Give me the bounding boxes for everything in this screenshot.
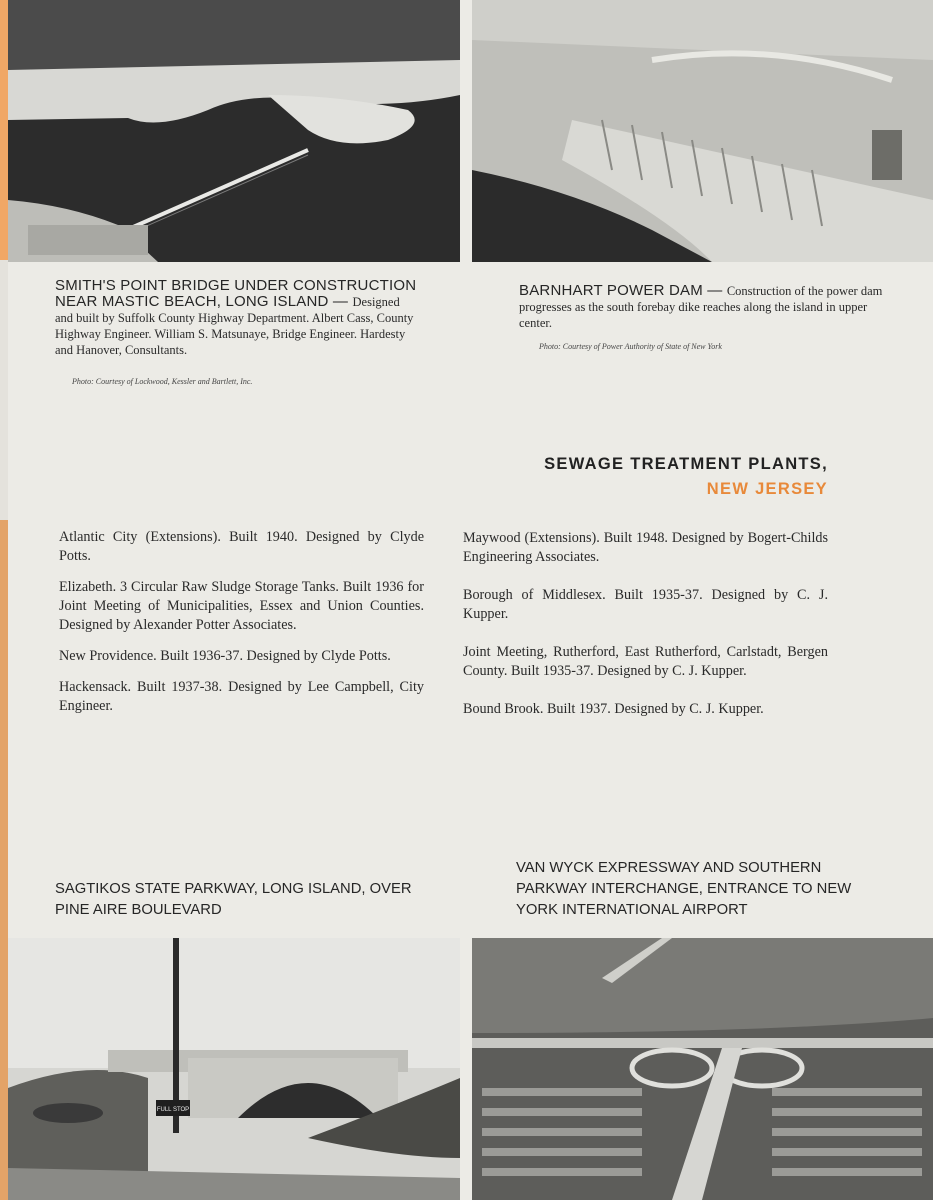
bridge-photo-credit: Photo: Courtesy of Lockwood, Kessler and Bartlett, Inc.	[72, 377, 253, 386]
list-item: Bound Brook. Built 1937. Designed by C. J. Kupper.	[463, 701, 764, 717]
bridge-caption	[55, 278, 420, 358]
dam-caption-title: BARNHART POWER DAM	[519, 282, 703, 299]
stop-sign-text: FULL STOP	[156, 1107, 190, 1113]
parkway-photo	[8, 938, 460, 1200]
dam-caption-dash: —	[702, 282, 727, 299]
interchange-photo	[472, 938, 933, 1200]
expressway-caption: VAN WYCK EXPRESSWAY AND SOUTHERN PARKWAY INTERCHANGE, ENTRANCE TO NEW YORK INTERNATIONAL AIRPORT	[516, 860, 852, 918]
bridge-caption-dash: —	[328, 293, 353, 310]
list-item: Hackensack. Built 1937-38. Designed by Lee Campbell, City Engineer.	[59, 679, 424, 714]
section-title: SEWAGE TREATMENT PLANTS,	[544, 455, 828, 473]
section-subtitle: NEW JERSEY	[706, 480, 828, 498]
bridge-caption-title: SMITH'S POINT BRIDGE UNDER CONSTRUCTION NEAR MASTIC BEACH, LONG ISLAND	[55, 277, 417, 310]
list-item: Elizabeth. 3 Circular Raw Sludge Storage Tanks. Built 1936 for Joint Meeting of Municipalities, Essex and Union Counties. Designed by Alexander Potter Associates.	[59, 579, 424, 633]
list-item: Atlantic City (Extensions). Built 1940. Designed by Clyde Potts.	[59, 529, 424, 564]
right-entries	[463, 529, 828, 738]
bridge-caption-body: Designed and built by Suffolk County Highway Department. Albert Cass, County Highway Engineer. William S. Matsunaye, Bridge Engineer. Hardesty and Hanover, Consultants.	[55, 295, 414, 357]
bridge-photo	[8, 0, 460, 262]
list-item: Borough of Middlesex. Built 1935-37. Designed by C. J. Kupper.	[463, 587, 828, 622]
page-edge	[0, 0, 8, 1200]
parkway-caption: SAGTIKOS STATE PARKWAY, LONG ISLAND, OVER PINE AIRE BOULEVARD	[55, 881, 412, 918]
dam-photo-credit: Photo: Courtesy of Power Authority of State of New York	[539, 342, 722, 351]
dam-caption-body: Construction of the power dam progresses as the south forebay dike reaches along the island in upper center.	[519, 284, 883, 330]
list-item: Maywood (Extensions). Built 1948. Designed by Bogert-Childs Engineering Associates.	[463, 530, 828, 565]
left-entries	[59, 528, 424, 728]
dam-photo	[472, 0, 933, 262]
dam-caption	[519, 283, 885, 331]
list-item: New Providence. Built 1936-37. Designed by Clyde Potts.	[59, 648, 391, 664]
list-item: Joint Meeting, Rutherford, East Rutherford, Carlstadt, Bergen County. Built 1935-37. Designed by C. J. Kupper.	[463, 644, 828, 679]
